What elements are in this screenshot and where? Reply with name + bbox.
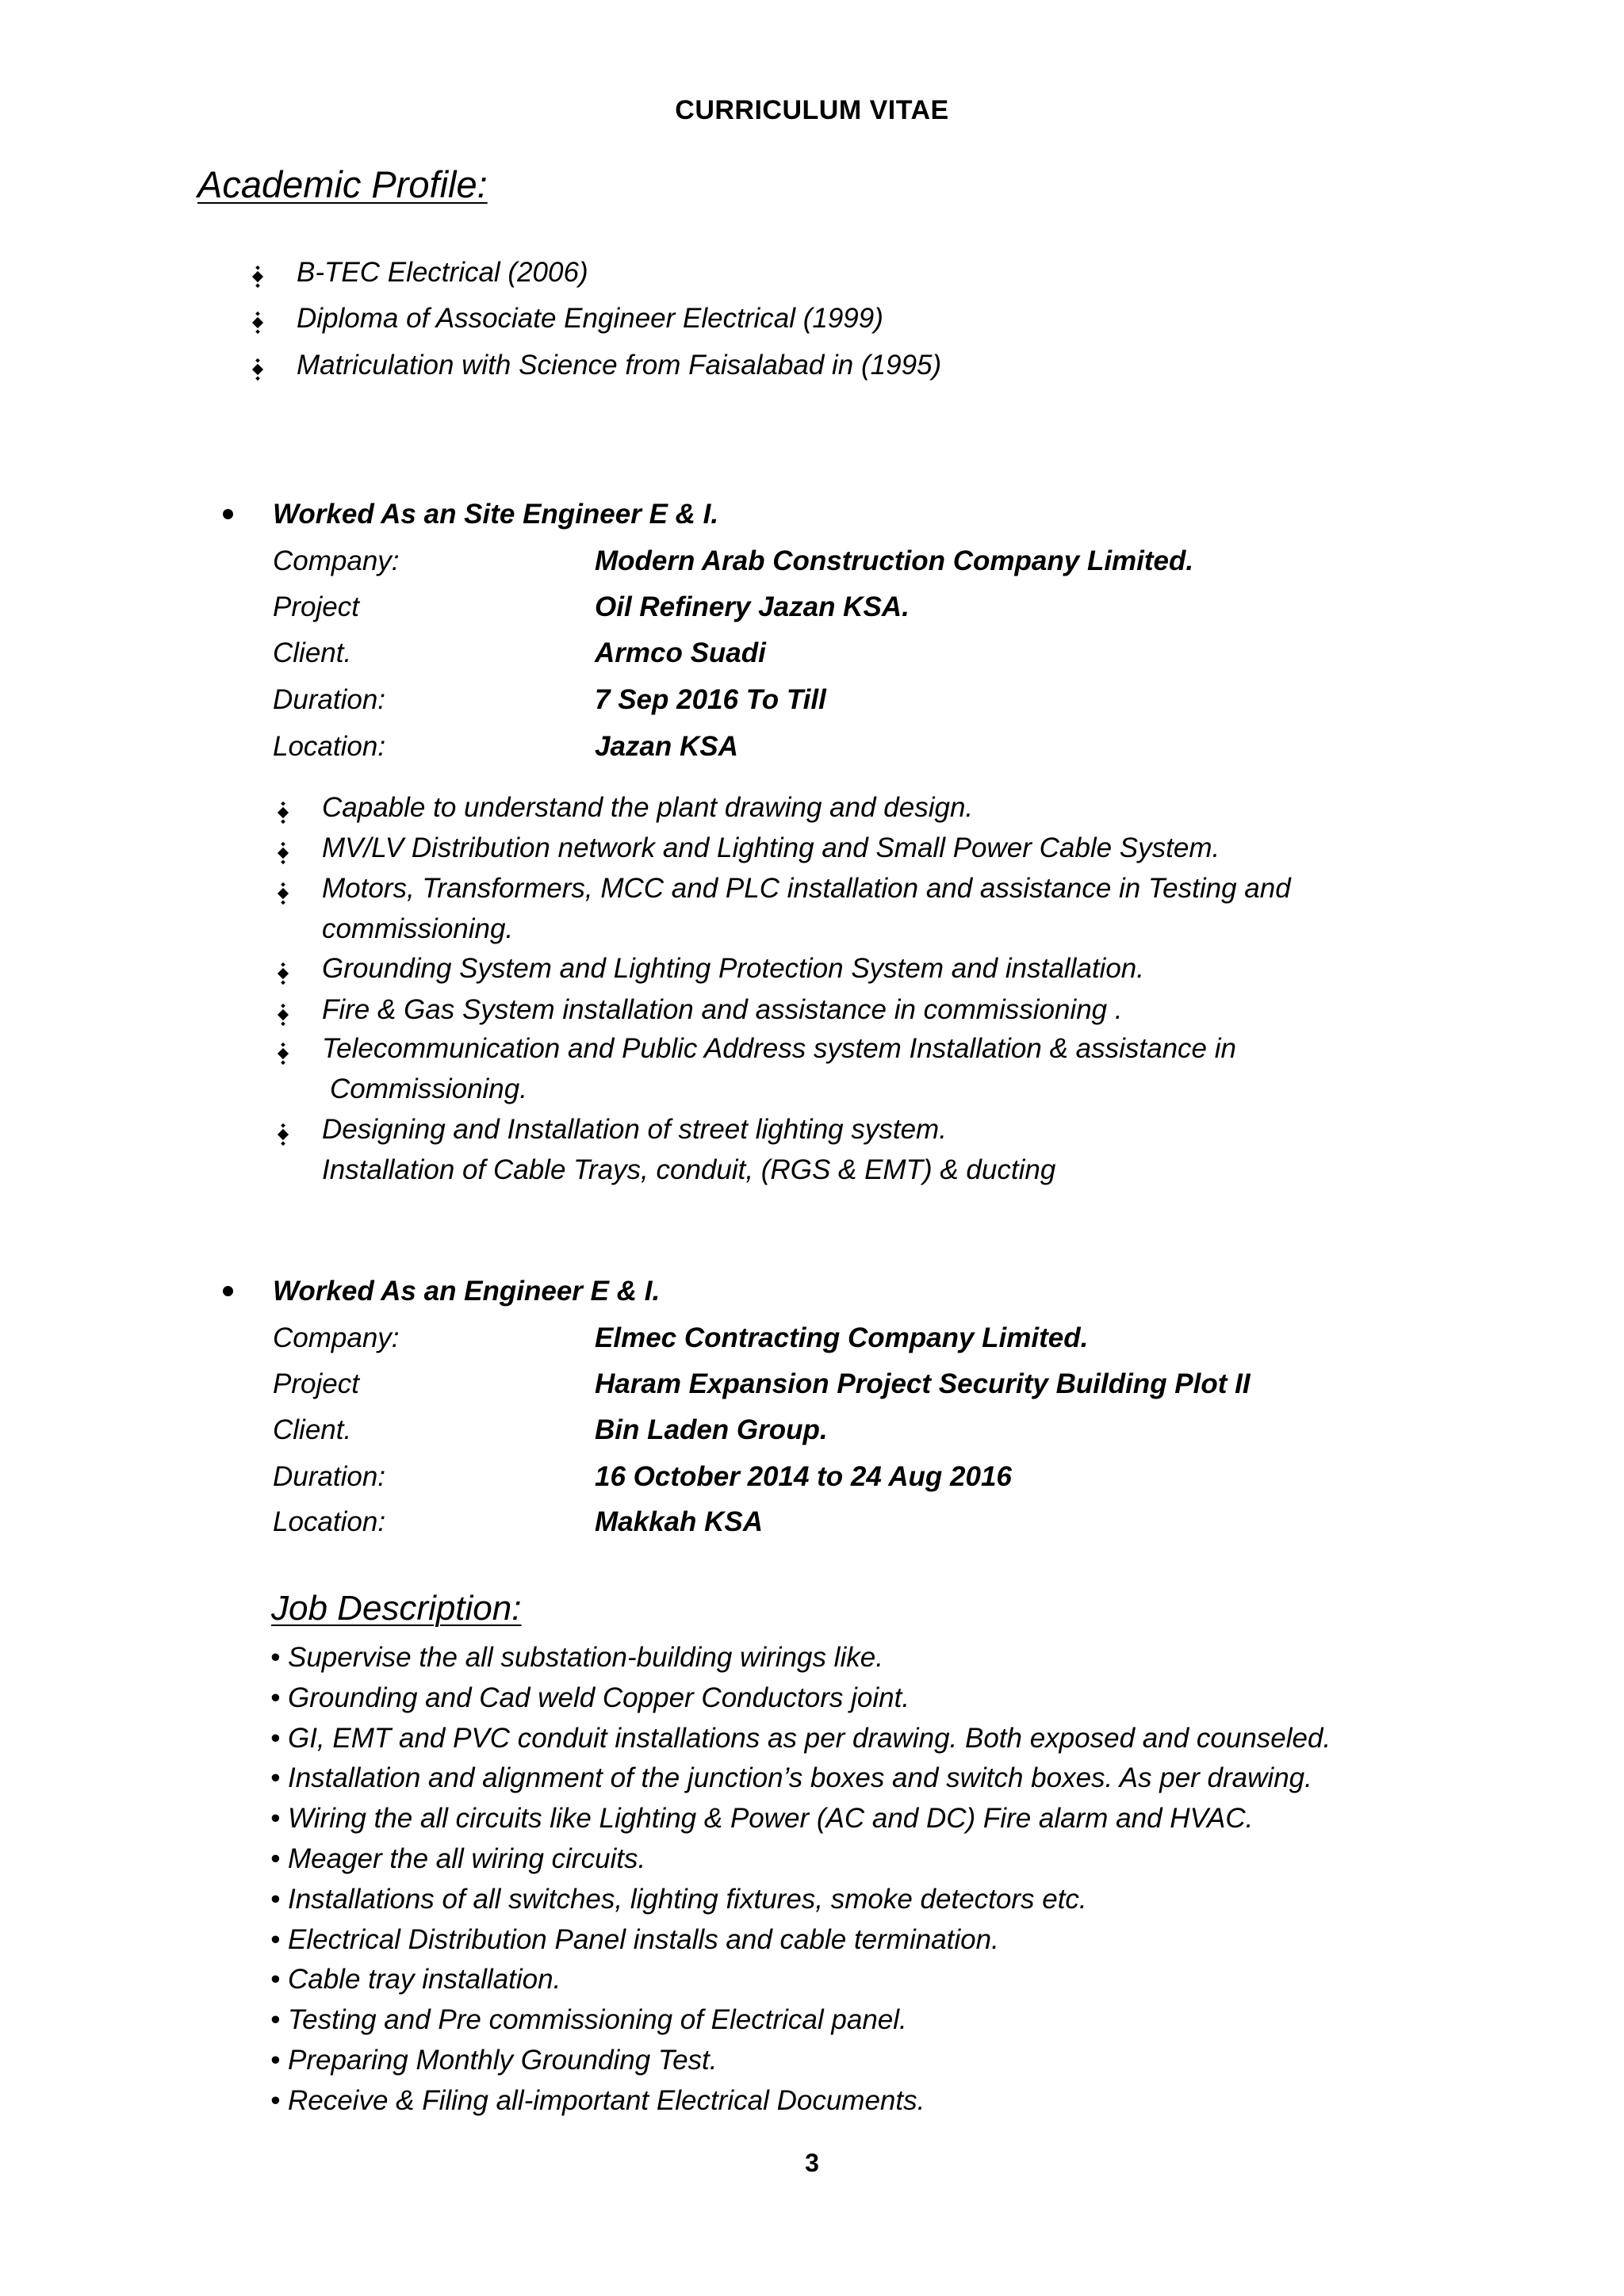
diamond-bullet-icon [278, 807, 289, 818]
job-description-item: • Testing and Pre commissioning of Electrical panel. [270, 2004, 907, 2035]
job-description-heading: Job Description: [271, 1589, 522, 1628]
detail-value-location: Makkah KSA [595, 1506, 764, 1537]
job-description-item: • Grounding and Cad weld Copper Conductors joint. [270, 1682, 910, 1713]
academic-item: B-TEC Electrical (2006) [297, 257, 588, 288]
diamond-bullet-icon [252, 364, 263, 375]
job-description-item: • Wiring the all circuits like Lighting & Power (AC and DC) Fire alarm and HVAC. [270, 1803, 1254, 1834]
detail-label-duration: Duration: [273, 684, 386, 715]
detail-value-company: Elmec Contracting Company Limited. [595, 1322, 1089, 1353]
detail-label-location: Location: [273, 731, 386, 762]
duty-item-continuation: Installation of Cable Trays, conduit, (RGS & EMT) & ducting [322, 1154, 1056, 1185]
job-description-item: • Supervise the all substation-building wirings like. [270, 1642, 883, 1673]
duty-item: Fire & Gas System installation and assistance in commissioning . [322, 994, 1123, 1025]
detail-value-project: Haram Expansion Project Security Building Plot II [595, 1368, 1251, 1399]
job-description-item: • Meager the all wiring circuits. [270, 1843, 646, 1874]
job-description-item: • Cable tray installation. [270, 1964, 561, 1995]
detail-value-duration: 7 Sep 2016 To Till [595, 684, 826, 715]
duty-item-continuation: commissioning. [322, 913, 514, 944]
diamond-bullet-icon [278, 888, 289, 899]
job-description-item: • Installation and alignment of the junction’s boxes and switch boxes. As per drawing. [270, 1762, 1312, 1793]
diamond-bullet-icon [278, 1009, 289, 1020]
academic-item: Matriculation with Science from Faisalabad in (1995) [297, 350, 942, 381]
diamond-bullet-icon [252, 317, 263, 328]
detail-value-client: Bin Laden Group. [595, 1414, 828, 1445]
diamond-bullet-icon [278, 1129, 289, 1140]
detail-label-client: Client. [273, 1414, 352, 1445]
academic-profile-heading: Academic Profile: [197, 163, 488, 205]
bullet-dot-icon [223, 1286, 233, 1296]
duty-item: Grounding System and Lighting Protection System and installation. [322, 953, 1144, 984]
duty-item: Designing and Installation of street lighting system. [322, 1114, 947, 1145]
job-description-item: • Preparing Monthly Grounding Test. [270, 2045, 718, 2076]
diamond-bullet-icon [278, 968, 289, 979]
diamond-bullet-icon [252, 271, 263, 282]
duty-item: Capable to understand the plant drawing and design. [322, 792, 974, 823]
job-description-item: • Electrical Distribution Panel installs and cable termination. [270, 1924, 999, 1955]
diamond-bullet-icon [278, 1048, 289, 1059]
detail-label-project: Project [273, 591, 359, 622]
detail-value-company: Modern Arab Construction Company Limited. [595, 545, 1194, 576]
detail-label-duration: Duration: [273, 1461, 386, 1492]
detail-label-location: Location: [273, 1506, 386, 1537]
detail-value-duration: 16 October 2014 to 24 Aug 2016 [595, 1461, 1012, 1492]
duty-item-continuation: Commissioning. [330, 1073, 527, 1104]
job-title: Worked As an Engineer E & I. [273, 1276, 661, 1307]
job-description-item: • Installations of all switches, lighting fixtures, smoke detectors etc. [270, 1884, 1087, 1915]
duty-item: MV/LV Distribution network and Lighting and Small Power Cable System. [322, 832, 1220, 863]
detail-value-client: Armco Suadi [595, 637, 766, 668]
detail-label-company: Company: [273, 1322, 400, 1353]
duty-item: Motors, Transformers, MCC and PLC installation and assistance in Testing and [322, 873, 1291, 904]
diamond-bullet-icon [278, 848, 289, 859]
detail-label-client: Client. [273, 637, 352, 668]
detail-label-project: Project [273, 1368, 359, 1399]
detail-label-company: Company: [273, 545, 400, 576]
bullet-dot-icon [223, 509, 233, 519]
page-number: 3 [805, 2149, 819, 2177]
duty-item: Telecommunication and Public Address system Installation & assistance in [322, 1033, 1236, 1064]
document-title: CURRICULUM VITAE [675, 95, 949, 125]
job-title: Worked As an Site Engineer E & I. [273, 499, 719, 530]
detail-value-project: Oil Refinery Jazan KSA. [595, 591, 910, 622]
job-description-item: • GI, EMT and PVC conduit installations as per drawing. Both exposed and counseled. [270, 1723, 1331, 1754]
job-description-item: • Receive & Filing all-important Electrical Documents. [270, 2085, 925, 2116]
academic-item: Diploma of Associate Engineer Electrical (1999) [297, 303, 883, 334]
detail-value-location: Jazan KSA [595, 731, 738, 762]
